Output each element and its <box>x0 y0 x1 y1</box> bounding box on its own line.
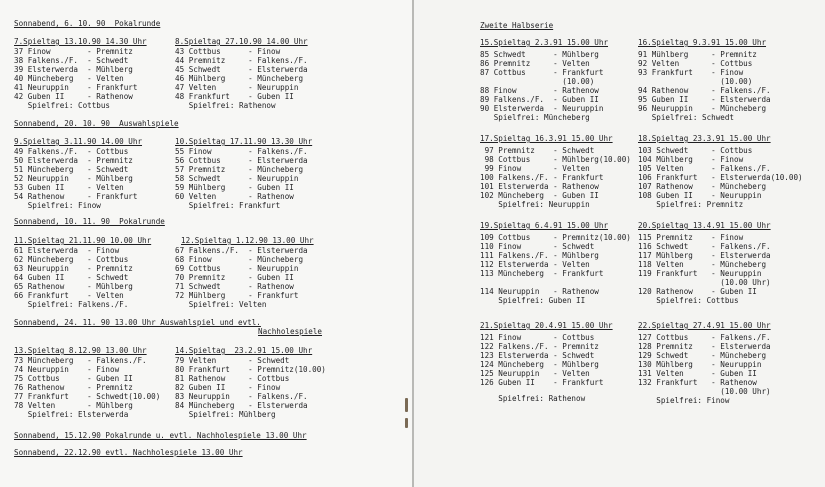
fixture-line: 96 Neuruppin - Müncheberg <box>638 104 767 113</box>
fixture-line: 107 Rathenow - Müncheberg <box>638 182 767 191</box>
fixture-line: 103 Schwedt - Cottbus <box>638 146 753 155</box>
fixture-line: 74 Neuruppin - Finow <box>14 365 120 374</box>
fixture-line: 92 Velten - Cottbus <box>638 59 753 68</box>
fixture-line: 84 Müncheberg - Elsterwerda <box>175 401 308 410</box>
fixture-line: 64 Guben II - Schwedt <box>14 273 129 282</box>
fixture-line: 51 Müncheberg - Schwedt <box>14 165 129 174</box>
bye-line: Spielfrei: Falkens./F. <box>14 300 129 309</box>
fixture-line: 90 Elsterwerda - Neuruppin <box>480 104 604 113</box>
round-date-heading: Sonnabend, 15.12.90 Pokalrunde u. evtl. Nachholespiele 13.00 Uhr <box>14 431 307 440</box>
fixture-line: 100 Falkens./F. - Frankfurt <box>480 173 604 182</box>
fixture-line: 73 Müncheberg - Falkens./F. <box>14 356 147 365</box>
fixture-line: 41 Neuruppin - Frankfurt <box>14 83 138 92</box>
fixture-line: 104 Mühlberg - Finow <box>638 155 744 164</box>
fixture-line: 114 Neuruppin - Rathenow <box>480 287 599 296</box>
fixture-line: 69 Cottbus - Neuruppin <box>175 264 299 273</box>
fixture-line: 106 Frankfurt - Elsterwerda(10.00) <box>638 173 803 182</box>
fixture-line: 42 Guben II - Rathenow <box>14 92 133 101</box>
bye-line: Spielfrei: Elsterwerda <box>14 410 129 419</box>
fixture-line: 101 Elsterwerda - Rathenow <box>480 182 599 191</box>
fixture-line: 109 Cottbus - Premnitz(10.00) <box>480 233 631 242</box>
fixture-line: 47 Velten - Neuruppin <box>175 83 299 92</box>
fixture-line: 58 Schwedt - Neuruppin <box>175 174 299 183</box>
fixture-line: 102 Müncheberg - Guben II <box>480 191 599 200</box>
fixture-line: 72 Mühlberg - Frankfurt <box>175 291 299 300</box>
fixture-line: 61 Elsterwerda - Finow <box>14 246 120 255</box>
fixture-line: 39 Elsterwerda - Mühlberg <box>14 65 133 74</box>
fixture-line: 43 Cottbus - Finow <box>175 47 281 56</box>
fixture-line: 82 Guben II - Finow <box>175 383 281 392</box>
fixture-line: 130 Mühlberg - Neuruppin <box>638 360 762 369</box>
fixture-line-note: (10.00) <box>480 77 595 86</box>
fixture-line: 98 Cottbus - Mühlberg(10.00) <box>480 155 631 164</box>
fixture-line: 78 Velten - Mühlberg <box>14 401 133 410</box>
fixture-line: 76 Rathenow - Premnitz <box>14 383 133 392</box>
fixture-line: 70 Premnitz - Guben II <box>175 273 294 282</box>
round-date-heading: Sonnabend, 20. 10. 90 Auswahlspiele <box>14 119 179 128</box>
bye-line: Spielfrei: Finow <box>638 396 730 405</box>
bye-line: Spielfrei: Guben II <box>480 296 586 305</box>
matchday-19-header: 19.Spieltag 6.4.91 15.00 Uhr <box>480 221 609 230</box>
fixture-line: 116 Schwedt - Falkens./F. <box>638 242 771 251</box>
fixture-line: 71 Schwedt - Rathenow <box>175 282 294 291</box>
fixture-line: 127 Cottbus - Falkens./F. <box>638 333 771 342</box>
matchday-9-header: 9.Spieltag 3.11.90 14.00 Uhr <box>14 137 143 146</box>
fixture-line: 105 Velten - Falkens./F. <box>638 164 771 173</box>
fixture-line: 121 Finow - Cottbus <box>480 333 595 342</box>
round-date-heading: Sonnabend, 6. 10. 90 Pokalrunde <box>14 19 161 28</box>
matchday-17-header: 17.Spieltag 16.3.91 15.00 Uhr <box>480 134 613 143</box>
fixture-line-note: (10.00 Uhr) <box>638 387 771 396</box>
fixture-line: 38 Falkens./F. - Schwedt <box>14 56 129 65</box>
fixture-line: 63 Neuruppin - Premnitz <box>14 264 133 273</box>
fixture-line: 77 Frankfurt - Schwedt(10.00) <box>14 392 161 401</box>
fixture-line: 129 Schwedt - Müncheberg <box>638 351 767 360</box>
matchday-18-header: 18.Spieltag 23.3.91 15.00 Uhr <box>638 134 771 143</box>
fixture-line: 50 Elsterwerda - Premnitz <box>14 156 133 165</box>
fixture-line: 86 Premnitz - Velten <box>480 59 590 68</box>
fixture-line: 55 Finow - Falkens./F. <box>175 147 308 156</box>
fixture-line-note: (10.00 Uhr) <box>638 278 771 287</box>
fixture-line: 118 Velten - Müncheberg <box>638 260 767 269</box>
matchday-7-header: 7.Spieltag 13.10.90 14.30 Uhr <box>14 37 147 46</box>
fixture-line: 67 Falkens./F. - Elsterwerda <box>175 246 308 255</box>
bye-line: Spielfrei: Schwedt <box>638 113 735 122</box>
fixture-line: 119 Frankfurt - Neuruppin <box>638 269 762 278</box>
fixture-line: 60 Velten - Rathenow <box>175 192 294 201</box>
fixture-line: 108 Guben II - Neuruppin <box>638 191 762 200</box>
bye-line: Spielfrei: Frankfurt <box>175 201 281 210</box>
matchday-22-header: 22.Spieltag 27.4.91 15.00 Uhr <box>638 321 771 330</box>
left-page <box>0 0 412 487</box>
fixture-line: 59 Mühlberg - Guben II <box>175 183 294 192</box>
fixture-line: 83 Neuruppin - Falkens./F. <box>175 392 308 401</box>
round-date-heading: Sonnabend, 10. 11. 90 Pokalrunde <box>14 217 165 226</box>
matchday-20-header: 20.Spieltag 13.4.91 15.00 Uhr <box>638 221 771 230</box>
bye-line: Spielfrei: Finow <box>14 201 101 210</box>
fixture-line: 40 Müncheberg - Velten <box>14 74 124 83</box>
fixture-line: 75 Cottbus - Guben II <box>14 374 133 383</box>
fixture-line: 122 Falkens./F. - Premnitz <box>480 342 599 351</box>
fixture-line: 126 Guben II - Frankfurt <box>480 378 604 387</box>
fixture-line: 66 Frankfurt - Velten <box>14 291 124 300</box>
fixture-line: 80 Frankfurt - Premnitz(10.00) <box>175 365 326 374</box>
fixture-line: 99 Finow - Velten <box>480 164 590 173</box>
fixture-line: 54 Rathenow - Frankfurt <box>14 192 138 201</box>
matchday-8-header: 8.Spieltag 27.10.90 14.00 Uhr <box>175 37 308 46</box>
fixture-line: 112 Elsterwerda - Velten <box>480 260 590 269</box>
fixture-line: 48 Frankfurt - Guben II <box>175 92 294 101</box>
round-date-heading: Sonnabend, 22.12.90 evtl. Nachholespiele 13.00 Uhr <box>14 448 243 457</box>
fixture-line: 95 Guben II - Elsterwerda <box>638 95 771 104</box>
fixture-line: 117 Mühlberg - Elsterwerda <box>638 251 771 260</box>
bye-line: Spielfrei: Müncheberg <box>480 113 590 122</box>
fixture-line: 37 Finow - Premnitz <box>14 47 133 56</box>
right-page <box>414 0 825 487</box>
fixture-line: 79 Velten - Schwedt <box>175 356 290 365</box>
matchday-13-header: 13.Spieltag 8.12.90 13.00 Uhr <box>14 346 147 355</box>
round-date-heading-continued: Nachholespiele <box>258 327 323 336</box>
fixture-line: 45 Schwedt - Elsterwerda <box>175 65 308 74</box>
fixture-line: 87 Cottbus - Frankfurt <box>480 68 604 77</box>
fixture-line: 49 Falkens./F. - Cottbus <box>14 147 129 156</box>
fixture-line: 113 Müncheberg - Frankfurt <box>480 269 604 278</box>
fixture-line: 123 Elsterwerda - Schwedt <box>480 351 595 360</box>
staple-mark <box>405 418 408 428</box>
staple-mark <box>405 398 408 412</box>
bye-line: Spielfrei: Cottbus <box>638 296 739 305</box>
fixture-line: 53 Guben II - Velten <box>14 183 124 192</box>
fixture-line: 81 Rathenow - Cottbus <box>175 374 290 383</box>
matchday-15-header: 15.Spieltag 2.3.91 15.00 Uhr <box>480 38 609 47</box>
fixture-line: 89 Falkens./F. - Guben II <box>480 95 599 104</box>
bye-line: Spielfrei: Cottbus <box>14 101 111 110</box>
fixture-line: 125 Neuruppin - Velten <box>480 369 590 378</box>
matchday-11-header: 11.Spieltag 21.11.90 10.00 Uhr <box>14 236 152 245</box>
matchday-16-header: 16.Spieltag 9.3.91 15.00 Uhr <box>638 38 767 47</box>
matchday-10-header: 10.Spieltag 17.11.90 13.30 Uhr <box>175 137 313 146</box>
half-season-title: Zweite Halbserie <box>480 21 554 30</box>
matchday-21-header: 21.Spieltag 20.4.91 15.00 Uhr <box>480 321 613 330</box>
bye-line: Spielfrei: Velten <box>175 300 267 309</box>
fixture-line: 91 Mühlberg - Premnitz <box>638 50 757 59</box>
fixture-line: 56 Cottbus - Elsterwerda <box>175 156 308 165</box>
fixture-line: 110 Finow - Schwedt <box>480 242 595 251</box>
fixture-line: 52 Neuruppin - Mühlberg <box>14 174 133 183</box>
fixture-line: 115 Premnitz - Finow <box>638 233 744 242</box>
bye-line: Spielfrei: Neuruppin <box>480 200 590 209</box>
matchday-12-header: 12.Spieltag 1.12.90 13.00 Uhr <box>181 236 314 245</box>
fixture-line: 132 Frankfurt - Rathenow <box>638 378 757 387</box>
fixture-line: 93 Frankfurt - Finow <box>638 68 744 77</box>
bye-line: Spielfrei: Premnitz <box>638 200 744 209</box>
matchday-14-header: 14.Spieltag 23.2.91 15.00 Uhr <box>175 346 313 355</box>
fixture-line: 94 Rathenow - Falkens./F. <box>638 86 771 95</box>
fixture-line: 88 Finow - Rathenow <box>480 86 599 95</box>
fixture-line: 46 Mühlberg - Müncheberg <box>175 74 304 83</box>
fixture-line: 120 Rathenow - Guben II <box>638 287 757 296</box>
bye-line: Spielfrei: Mühlberg <box>175 410 276 419</box>
fixture-line: 68 Finow - Müncheberg <box>175 255 304 264</box>
bye-line: Spielfrei: Rathenow <box>480 394 586 403</box>
fixture-line: 111 Falkens./F. - Mühlberg <box>480 251 599 260</box>
fixture-line: 124 Müncheberg - Mühlberg <box>480 360 599 369</box>
bye-line: Spielfrei: Rathenow <box>175 101 276 110</box>
fixture-line: 128 Premnitz - Elsterwerda <box>638 342 771 351</box>
fixture-line: 57 Premnitz - Müncheberg <box>175 165 304 174</box>
fixture-line: 97 Premnitz - Schwedt <box>480 146 595 155</box>
fixture-line: 85 Schwedt - Mühlberg <box>480 50 599 59</box>
fixture-line: 62 Müncheberg - Cottbus <box>14 255 129 264</box>
fixture-line: 65 Rathenow - Mühlberg <box>14 282 133 291</box>
fixture-line-note: (10.00) <box>638 77 753 86</box>
fixture-line: 44 Premnitz - Falkens./F. <box>175 56 308 65</box>
fixture-line: 131 Velten - Guben II <box>638 369 757 378</box>
round-date-heading: Sonnabend, 24. 11. 90 13.00 Uhr Auswahlspiel und evtl. <box>14 318 261 327</box>
